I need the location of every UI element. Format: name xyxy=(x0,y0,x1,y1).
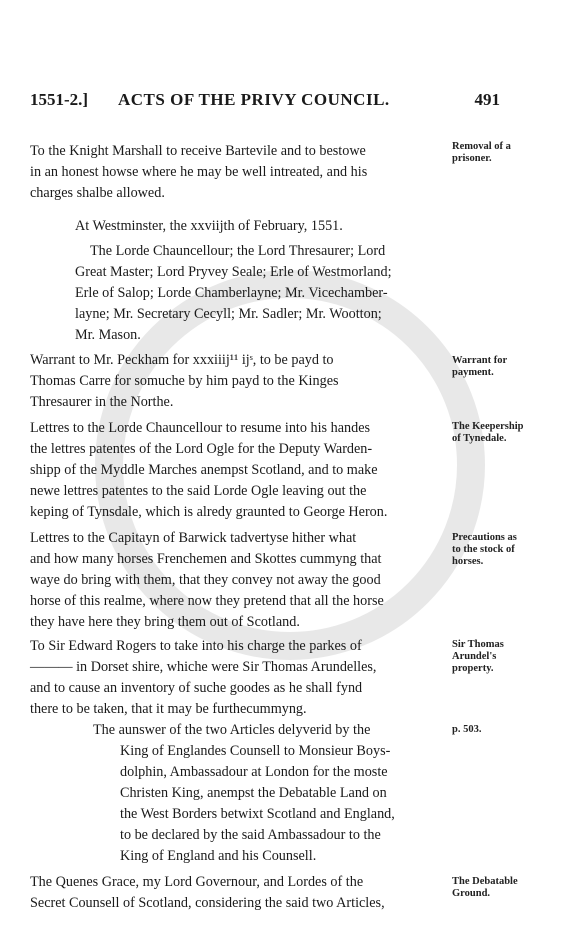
entry-debatable: The Quenes Grace, my Lord Governour, and Lordes of the Secret Counsell of Scotland, considering the said two Articles, xyxy=(30,874,385,911)
margin-note-prisoner: Removal of a prisoner. xyxy=(452,141,511,164)
header-title: ACTS OF THE PRIVY COUNCIL. xyxy=(118,90,390,109)
attendance-list: The Lorde Chauncellour; the Lord Thresaurer; Lord xyxy=(90,243,386,259)
answer-heading-first: The aunswer of the two Articles delyverid by the xyxy=(93,722,371,738)
entry-tynedale: Lettres to the Lorde Chauncellour to resume into his handes the lettres patentes of the Lord Ogle for the Deputy Warden- shipp of the Myddle Marches anempst Scotland, and to make newe lettres patentes to the said Lorde Ogle leaving out the keping of Tynsdale, which is alredy graunted to George Heron. xyxy=(30,420,388,520)
text-line: in an honest howse where he may be well intreated, and his xyxy=(30,164,368,180)
entry-arundel: To Sir Edward Rogers to take into his charge the parkes of ——— in Dorset shire, whiche were Sir Thomas Arundelles, and to cause an inventory of suche goodes as he shall fynd there to be taken, that it may be furthecummyng. xyxy=(30,638,377,717)
entry-warrant: Warrant to Mr. Peckham for xxxiiij¹¹ ijˢ, to be payd to Thomas Carre for somuche by him payd to the Kinges Thresaurer in the Northe. xyxy=(30,352,339,410)
answer-heading: King of Englandes Counsell to Monsieur Boys- dolphin, Ambassadour at London for the moste Christen King, anempst the Debatable Land on the West Borders betwixt Scotland and England, to be declared by the said Ambassadour to the King of England and his Counsell. xyxy=(120,743,395,864)
text-line: To the Knight Marshall to receive Bartevile and to bestowe xyxy=(30,143,366,159)
margin-note-arundel: Sir Thomas Arundel's property. xyxy=(452,639,504,674)
entry-horses: Lettres to the Capitayn of Barwick tadvertyse hither what and how many horses Frenchemen and Skottes cummyng that waye do bring with them, that they convey not away the good horse of this realme, where now they pretend that all the horse they have here they bring them out of Scotland. xyxy=(30,530,384,630)
margin-note-horses: Precautions as to the stock of horses. xyxy=(452,532,517,567)
margin-note-page-ref: p. 503. xyxy=(452,724,482,735)
text-line: charges shalbe allowed. xyxy=(30,185,165,201)
margin-note-debatable: The Debatable Ground. xyxy=(452,876,518,899)
page-header xyxy=(30,90,500,116)
page-number: 491 xyxy=(474,90,500,109)
entry-prisoner xyxy=(30,141,448,204)
margin-note-warrant: Warrant for payment. xyxy=(452,355,508,378)
meeting-heading: At Westminster, the xxviijth of February, 1551. xyxy=(75,218,343,234)
header-year: 1551-2.] xyxy=(30,90,89,109)
attendance-list-cont: Great Master; Lord Pryvey Seale; Erle of Westmorland; Erle of Salop; Lorde Chamberlayne; Mr. Vicechamber- layne; Mr. Secretary Cecyll; Mr. Sadler; Mr. Wootton; Mr. Mason. xyxy=(75,264,392,343)
margin-note-tynedale: The Keepership of Tynedale. xyxy=(452,421,524,444)
